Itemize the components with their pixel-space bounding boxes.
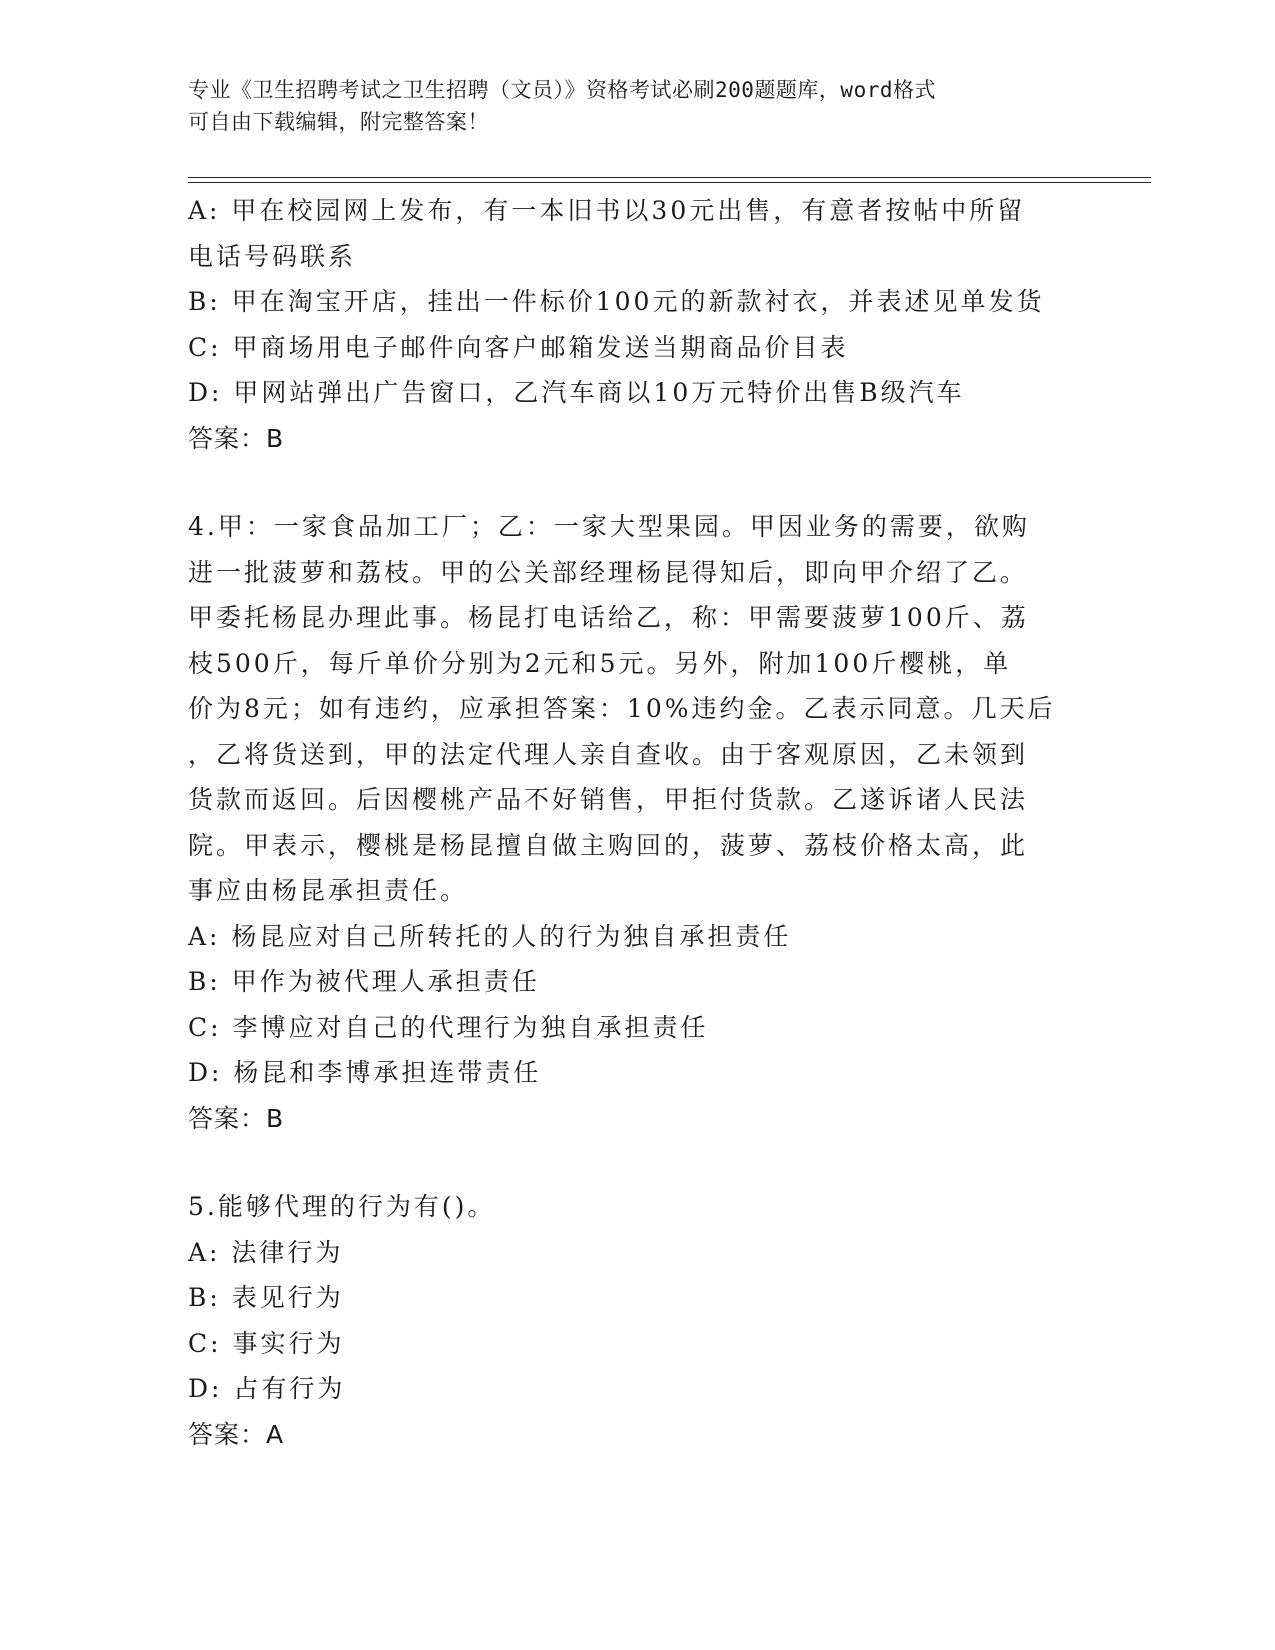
question-stem-line: 价为8元；如有违约，应承担答案：10%违约金。乙表示同意。几天后 — [188, 694, 1056, 723]
option-b: B: 甲作为被代理人承担责任 — [188, 967, 540, 996]
option-d: D: 甲网站弹出广告窗口，乙汽车商以10万元特价出售B级汽车 — [188, 378, 965, 407]
answer-line: 答案：B — [188, 423, 285, 453]
option-a: A: 甲在校园网上发布，有一本旧书以30元出售，有意者按帖中所留 — [188, 196, 1026, 225]
question-stem-line: ，乙将货送到，甲的法定代理人亲自查收。由于客观原因，乙未领到 — [188, 739, 1029, 769]
question-stem-line: 枝500斤，每斤单价分别为2元和5元。另外，附加100斤樱桃，单 — [188, 648, 1012, 678]
option-b: B: 表见行为 — [188, 1283, 344, 1312]
option-b: B: 甲在淘宝开店，挂出一件标价100元的新款衬衣，并表述见单发货 — [188, 287, 1045, 316]
question-list — [188, 188, 1088, 1457]
question-stem-line: 院。甲表示，樱桃是杨昆擅自做主购回的，菠萝、荔枝价格太高，此 — [188, 830, 1029, 860]
question-stem-line: 4.甲：一家食品加工厂；乙：一家大型果园。甲因业务的需要，欲购 — [188, 512, 1030, 541]
option-c: C: 李博应对自己的代理行为独自承担责任 — [188, 1012, 709, 1042]
question-3 — [188, 188, 1088, 461]
option-c: C: 事实行为 — [188, 1328, 345, 1358]
question-stem: 5.能够代理的行为有()。 — [188, 1192, 496, 1221]
header-title-line-2: 可自由下载编辑，附完整答案！ — [188, 110, 489, 134]
option-a-continued: 电话号码联系 — [188, 241, 357, 271]
option-d: D: 杨昆和李博承担连带责任 — [188, 1058, 542, 1087]
question-stem-line: 进一批菠萝和荔枝。甲的公关部经理杨昆得知后，即向甲介绍了乙。 — [188, 557, 1029, 587]
question-spacer — [188, 461, 1088, 504]
header-divider-bottom — [188, 182, 1151, 183]
document-header — [188, 74, 1068, 138]
question-stem-line: 事应由杨昆承担责任。 — [188, 876, 469, 905]
option-d: D: 占有行为 — [188, 1374, 346, 1403]
option-c: C: 甲商场用电子邮件向客户邮箱发送当期商品价目表 — [188, 332, 849, 362]
header-divider-top — [188, 177, 1151, 178]
question-stem-line: 货款而返回。后因樱桃产品不好销售，甲拒付货款。乙遂诉诸人民法 — [188, 785, 1029, 814]
question-stem-line: 甲委托杨昆办理此事。杨昆打电话给乙，称：甲需要菠萝100斤、荔 — [188, 603, 1029, 632]
question-spacer — [188, 1141, 1088, 1184]
question-4 — [188, 504, 1088, 1141]
option-a: A: 杨昆应对自己所转托的人的行为独自承担责任 — [188, 921, 792, 951]
option-a: A: 法律行为 — [188, 1237, 344, 1267]
question-5 — [188, 1184, 1088, 1457]
answer-line: 答案：B — [188, 1103, 285, 1133]
header-title-line-1: 专业《卫生招聘考试之卫生招聘（文员）》资格考试必刷200题题库，word格式 — [188, 78, 936, 102]
answer-line: 答案：A — [188, 1419, 285, 1449]
